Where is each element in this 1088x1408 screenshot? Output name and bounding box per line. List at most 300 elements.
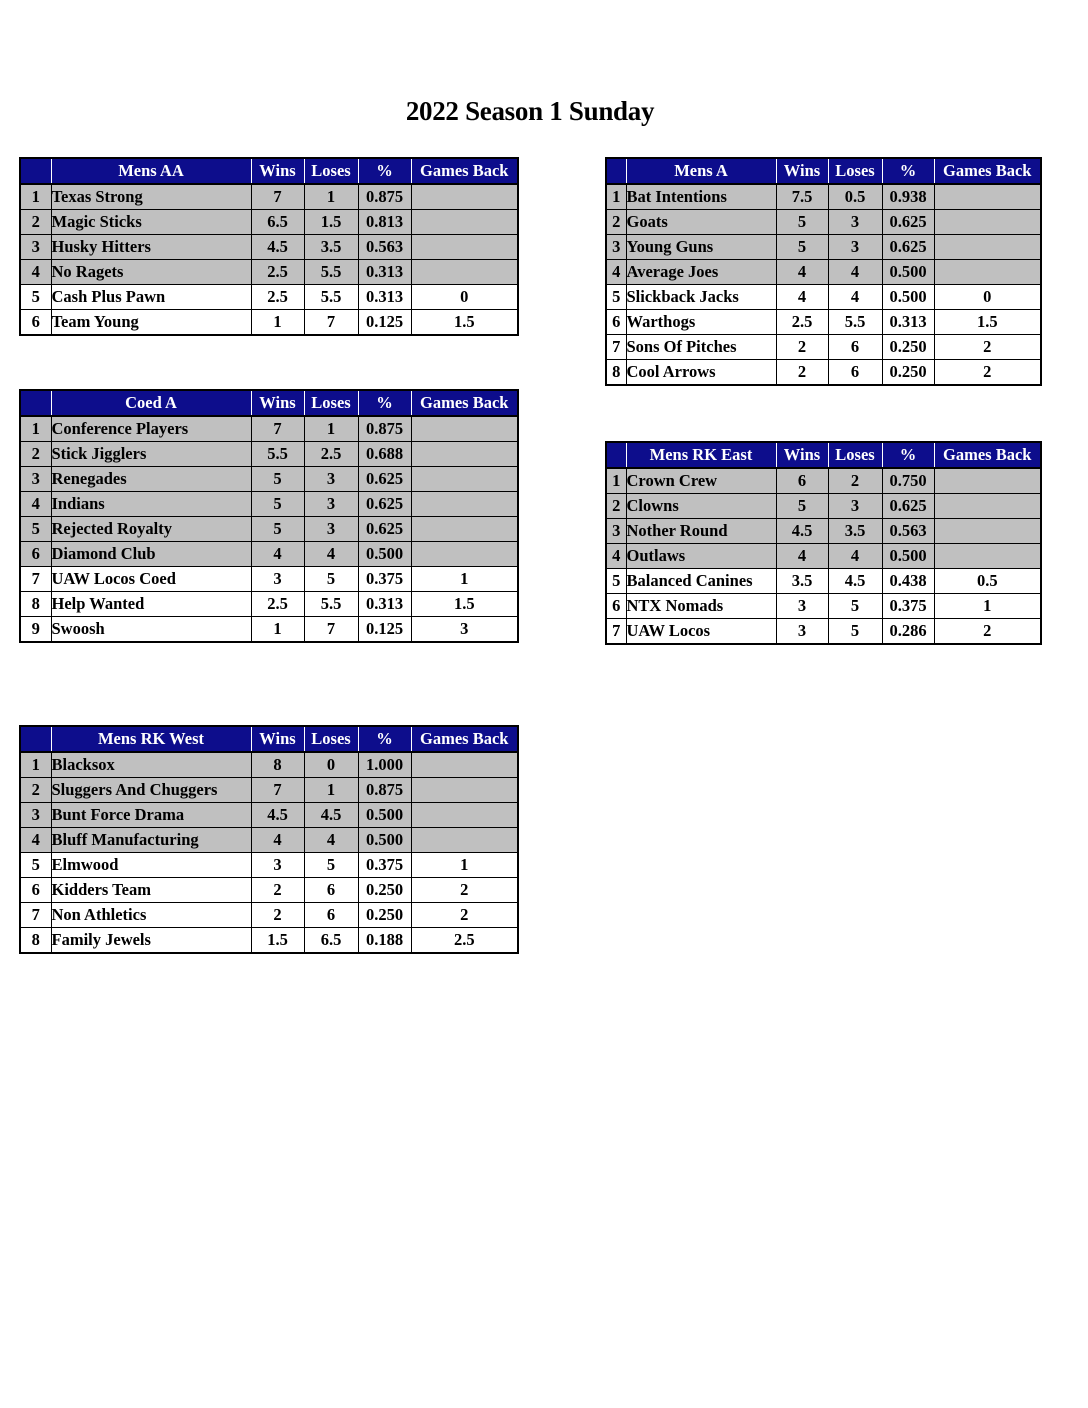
team-name-cell: Crown Crew [626, 468, 776, 494]
team-name-cell: Indians [51, 492, 251, 517]
loses-cell: 6 [828, 360, 882, 386]
rank-cell: 2 [20, 778, 51, 803]
loses-cell: 6 [304, 903, 358, 928]
table-row [606, 210, 1041, 235]
pct-header: % [358, 726, 411, 752]
pct-cell: 0.250 [358, 878, 411, 903]
team-name-cell: Help Wanted [51, 592, 251, 617]
wins-cell: 2.5 [251, 260, 304, 285]
header-row [606, 158, 1041, 184]
pct-cell: 1.000 [358, 752, 411, 778]
rank-cell: 3 [20, 467, 51, 492]
pct-cell: 0.125 [358, 310, 411, 336]
wins-cell: 1 [251, 310, 304, 336]
pct-cell: 0.375 [358, 567, 411, 592]
loses-cell: 1 [304, 184, 358, 210]
table-row [20, 567, 518, 592]
pct-cell: 0.500 [358, 803, 411, 828]
games-back-cell: 1 [411, 853, 518, 878]
loses-cell: 5.5 [304, 260, 358, 285]
wins-cell: 5 [251, 467, 304, 492]
pct-cell: 0.688 [358, 442, 411, 467]
loses-cell: 5 [828, 594, 882, 619]
team-name-cell: Stick Jigglers [51, 442, 251, 467]
table-row [20, 260, 518, 285]
games-back-cell [934, 235, 1041, 260]
team-name-cell: Bluff Manufacturing [51, 828, 251, 853]
rank-cell: 4 [20, 492, 51, 517]
rank-cell: 9 [20, 617, 51, 643]
team-name-cell: Husky Hitters [51, 235, 251, 260]
rank-cell: 2 [20, 210, 51, 235]
wins-cell: 8 [251, 752, 304, 778]
team-name-cell: Rejected Royalty [51, 517, 251, 542]
rank-cell: 3 [606, 519, 626, 544]
wins-cell: 7 [251, 416, 304, 442]
wins-cell: 4 [251, 542, 304, 567]
games-back-cell [934, 260, 1041, 285]
loses-header: Loses [304, 726, 358, 752]
loses-cell: 4 [304, 542, 358, 567]
pct-cell: 0.125 [358, 617, 411, 643]
wins-cell: 3 [776, 594, 828, 619]
loses-cell: 3 [304, 492, 358, 517]
division-name: Coed A [51, 390, 251, 416]
wins-cell: 2 [251, 878, 304, 903]
team-name-cell: Cash Plus Pawn [51, 285, 251, 310]
table-row [20, 903, 518, 928]
table-row [20, 828, 518, 853]
standings-table-mens-rk-east [605, 441, 1042, 645]
rank-cell: 5 [20, 517, 51, 542]
wins-cell: 4 [251, 828, 304, 853]
team-name-cell: Sons Of Pitches [626, 335, 776, 360]
team-name-cell: Slickback Jacks [626, 285, 776, 310]
pct-cell: 0.625 [882, 210, 934, 235]
team-name-cell: Sluggers And Chuggers [51, 778, 251, 803]
table-row [20, 184, 518, 210]
team-name-cell: Goats [626, 210, 776, 235]
games-back-cell [411, 235, 518, 260]
games-back-cell [411, 416, 518, 442]
wins-header: Wins [251, 390, 304, 416]
loses-cell: 4 [828, 285, 882, 310]
pct-cell: 0.625 [358, 467, 411, 492]
pct-cell: 0.625 [358, 492, 411, 517]
games-back-cell: 1.5 [411, 310, 518, 336]
wins-cell: 3.5 [776, 569, 828, 594]
pct-cell: 0.625 [882, 494, 934, 519]
standings-table-mens-a [605, 157, 1042, 386]
games-back-cell [934, 210, 1041, 235]
wins-cell: 5 [776, 235, 828, 260]
rank-header [20, 158, 51, 184]
wins-cell: 5 [251, 517, 304, 542]
wins-cell: 5 [776, 494, 828, 519]
games-back-header: Games Back [411, 158, 518, 184]
games-back-cell: 2 [934, 619, 1041, 645]
rank-cell: 2 [606, 494, 626, 519]
pct-header: % [358, 158, 411, 184]
table-row [20, 928, 518, 954]
wins-cell: 4.5 [776, 519, 828, 544]
rank-cell: 4 [606, 260, 626, 285]
team-name-cell: Magic Sticks [51, 210, 251, 235]
page-title: 2022 Season 1 Sunday [405, 96, 655, 126]
rank-cell: 3 [606, 235, 626, 260]
games-back-cell: 0 [934, 285, 1041, 310]
table-row [606, 285, 1041, 310]
team-name-cell: Blacksox [51, 752, 251, 778]
wins-header: Wins [776, 158, 828, 184]
wins-cell: 1.5 [251, 928, 304, 954]
games-back-cell: 1.5 [934, 310, 1041, 335]
wins-cell: 4.5 [251, 803, 304, 828]
loses-cell: 5 [828, 619, 882, 645]
table-row [20, 542, 518, 567]
pct-cell: 0.313 [358, 285, 411, 310]
header-row [20, 726, 518, 752]
loses-cell: 7 [304, 310, 358, 336]
pct-cell: 0.875 [358, 184, 411, 210]
team-name-cell: Balanced Canines [626, 569, 776, 594]
games-back-cell [411, 778, 518, 803]
rank-cell: 2 [20, 442, 51, 467]
pct-cell: 0.375 [882, 594, 934, 619]
loses-header: Loses [828, 442, 882, 468]
rank-cell: 6 [606, 310, 626, 335]
pct-header: % [358, 390, 411, 416]
games-back-cell [411, 210, 518, 235]
loses-cell: 3.5 [828, 519, 882, 544]
loses-cell: 6 [304, 878, 358, 903]
rank-cell: 3 [20, 235, 51, 260]
games-back-cell [411, 467, 518, 492]
table-row [606, 235, 1041, 260]
loses-header: Loses [304, 158, 358, 184]
table-row [606, 360, 1041, 386]
rank-cell: 4 [20, 828, 51, 853]
team-name-cell: Renegades [51, 467, 251, 492]
loses-cell: 1 [304, 778, 358, 803]
rank-cell: 6 [20, 310, 51, 336]
games-back-cell [934, 468, 1041, 494]
rank-cell: 7 [20, 567, 51, 592]
table-row [20, 416, 518, 442]
games-back-cell [411, 803, 518, 828]
loses-cell: 6 [828, 335, 882, 360]
team-name-cell: Kidders Team [51, 878, 251, 903]
rank-cell: 6 [20, 878, 51, 903]
division-name: Mens RK West [51, 726, 251, 752]
division-name: Mens A [626, 158, 776, 184]
pct-cell: 0.563 [882, 519, 934, 544]
games-back-cell [411, 828, 518, 853]
games-back-cell: 3 [411, 617, 518, 643]
wins-cell: 5.5 [251, 442, 304, 467]
table-row [20, 235, 518, 260]
loses-cell: 3 [304, 517, 358, 542]
team-name-cell: Outlaws [626, 544, 776, 569]
table-row [606, 569, 1041, 594]
team-name-cell: Swoosh [51, 617, 251, 643]
pct-cell: 0.750 [882, 468, 934, 494]
pct-cell: 0.875 [358, 778, 411, 803]
table-row [20, 517, 518, 542]
pct-cell: 0.813 [358, 210, 411, 235]
games-back-header: Games Back [411, 390, 518, 416]
games-back-header: Games Back [411, 726, 518, 752]
loses-cell: 2.5 [304, 442, 358, 467]
pct-cell: 0.500 [358, 542, 411, 567]
loses-cell: 4.5 [828, 569, 882, 594]
team-name-cell: Conference Players [51, 416, 251, 442]
header-row [20, 390, 518, 416]
loses-cell: 5.5 [304, 285, 358, 310]
pct-cell: 0.500 [882, 544, 934, 569]
rank-cell: 1 [20, 752, 51, 778]
wins-cell: 3 [251, 853, 304, 878]
wins-cell: 2.5 [251, 592, 304, 617]
division-name: Mens RK East [626, 442, 776, 468]
rank-cell: 1 [20, 416, 51, 442]
loses-cell: 5 [304, 853, 358, 878]
games-back-cell [411, 517, 518, 542]
loses-cell: 4 [304, 828, 358, 853]
wins-header: Wins [776, 442, 828, 468]
team-name-cell: Family Jewels [51, 928, 251, 954]
games-back-cell [411, 442, 518, 467]
rank-cell: 5 [606, 285, 626, 310]
games-back-cell: 0.5 [934, 569, 1041, 594]
games-back-cell: 1.5 [411, 592, 518, 617]
pct-cell: 0.875 [358, 416, 411, 442]
loses-header: Loses [828, 158, 882, 184]
rank-cell: 1 [606, 468, 626, 494]
wins-cell: 4 [776, 260, 828, 285]
rank-cell: 8 [606, 360, 626, 386]
pct-header: % [882, 442, 934, 468]
rank-cell: 4 [606, 544, 626, 569]
games-back-cell: 2 [934, 335, 1041, 360]
loses-header: Loses [304, 390, 358, 416]
rank-cell: 6 [606, 594, 626, 619]
pct-cell: 0.563 [358, 235, 411, 260]
wins-cell: 7.5 [776, 184, 828, 210]
table-row [20, 778, 518, 803]
loses-cell: 1 [304, 416, 358, 442]
team-name-cell: UAW Locos Coed [51, 567, 251, 592]
table-row [606, 184, 1041, 210]
games-back-cell: 0 [411, 285, 518, 310]
team-name-cell: Bat Intentions [626, 184, 776, 210]
wins-cell: 4 [776, 285, 828, 310]
table-row [20, 617, 518, 643]
rank-header [606, 158, 626, 184]
pct-cell: 0.313 [358, 260, 411, 285]
rank-cell: 8 [20, 592, 51, 617]
wins-cell: 5 [251, 492, 304, 517]
rank-cell: 4 [20, 260, 51, 285]
games-back-cell: 2 [934, 360, 1041, 386]
rank-cell: 5 [20, 853, 51, 878]
loses-cell: 5.5 [828, 310, 882, 335]
division-name: Mens AA [51, 158, 251, 184]
games-back-cell [411, 492, 518, 517]
wins-cell: 2 [776, 335, 828, 360]
header-row [606, 442, 1041, 468]
table-row [20, 285, 518, 310]
games-back-cell: 1 [934, 594, 1041, 619]
standings-table-mens-rk-west [19, 725, 519, 954]
team-name-cell: Average Joes [626, 260, 776, 285]
pct-cell: 0.500 [882, 285, 934, 310]
table-row [20, 803, 518, 828]
team-name-cell: Diamond Club [51, 542, 251, 567]
table-row [606, 335, 1041, 360]
wins-cell: 4.5 [251, 235, 304, 260]
rank-cell: 1 [606, 184, 626, 210]
table-row [606, 519, 1041, 544]
games-back-cell: 1 [411, 567, 518, 592]
loses-cell: 5.5 [304, 592, 358, 617]
pct-cell: 0.938 [882, 184, 934, 210]
games-back-header: Games Back [934, 442, 1041, 468]
wins-cell: 1 [251, 617, 304, 643]
wins-cell: 2 [251, 903, 304, 928]
rank-cell: 6 [20, 542, 51, 567]
pct-cell: 0.250 [358, 903, 411, 928]
pct-cell: 0.188 [358, 928, 411, 954]
wins-cell: 4 [776, 544, 828, 569]
loses-cell: 4 [828, 260, 882, 285]
rank-cell: 8 [20, 928, 51, 954]
loses-cell: 1.5 [304, 210, 358, 235]
games-back-cell: 2.5 [411, 928, 518, 954]
pct-cell: 0.250 [882, 335, 934, 360]
table-row [606, 594, 1041, 619]
table-row [20, 310, 518, 336]
table-row [606, 619, 1041, 645]
wins-cell: 7 [251, 778, 304, 803]
table-row [20, 878, 518, 903]
pct-cell: 0.625 [358, 517, 411, 542]
pct-cell: 0.625 [882, 235, 934, 260]
rank-cell: 7 [606, 619, 626, 645]
team-name-cell: NTX Nomads [626, 594, 776, 619]
header-row [20, 158, 518, 184]
team-name-cell: Bunt Force Drama [51, 803, 251, 828]
table-row [20, 210, 518, 235]
pct-cell: 0.313 [358, 592, 411, 617]
pct-cell: 0.500 [882, 260, 934, 285]
rank-cell: 5 [20, 285, 51, 310]
loses-cell: 4 [828, 544, 882, 569]
games-back-cell [411, 752, 518, 778]
loses-cell: 6.5 [304, 928, 358, 954]
rank-cell: 7 [20, 903, 51, 928]
wins-cell: 2.5 [776, 310, 828, 335]
team-name-cell: Warthogs [626, 310, 776, 335]
table-row [20, 442, 518, 467]
wins-header: Wins [251, 726, 304, 752]
wins-cell: 2.5 [251, 285, 304, 310]
pct-cell: 0.313 [882, 310, 934, 335]
games-back-cell: 2 [411, 878, 518, 903]
standings-table-mens-aa [19, 157, 519, 336]
games-back-cell [934, 184, 1041, 210]
loses-cell: 7 [304, 617, 358, 643]
wins-cell: 6 [776, 468, 828, 494]
table-row [606, 494, 1041, 519]
wins-cell: 2 [776, 360, 828, 386]
pct-cell: 0.375 [358, 853, 411, 878]
loses-cell: 3 [304, 467, 358, 492]
games-back-cell [411, 542, 518, 567]
table-row [20, 592, 518, 617]
wins-cell: 3 [251, 567, 304, 592]
games-back-cell [934, 519, 1041, 544]
pct-cell: 0.500 [358, 828, 411, 853]
pct-cell: 0.250 [882, 360, 934, 386]
pct-header: % [882, 158, 934, 184]
games-back-cell [934, 494, 1041, 519]
rank-cell: 7 [606, 335, 626, 360]
rank-cell: 2 [606, 210, 626, 235]
wins-cell: 7 [251, 184, 304, 210]
rank-cell: 1 [20, 184, 51, 210]
games-back-cell [411, 184, 518, 210]
table-row [606, 544, 1041, 569]
loses-cell: 3 [828, 235, 882, 260]
team-name-cell: UAW Locos [626, 619, 776, 645]
table-row [606, 310, 1041, 335]
rank-header [20, 726, 51, 752]
team-name-cell: Clowns [626, 494, 776, 519]
team-name-cell: Nother Round [626, 519, 776, 544]
team-name-cell: Team Young [51, 310, 251, 336]
team-name-cell: No Ragets [51, 260, 251, 285]
games-back-cell: 2 [411, 903, 518, 928]
loses-cell: 0 [304, 752, 358, 778]
table-row [606, 468, 1041, 494]
table-row [606, 260, 1041, 285]
table-row [20, 853, 518, 878]
wins-cell: 6.5 [251, 210, 304, 235]
wins-cell: 3 [776, 619, 828, 645]
rank-header [20, 390, 51, 416]
loses-cell: 3 [828, 494, 882, 519]
rank-header [606, 442, 626, 468]
loses-cell: 5 [304, 567, 358, 592]
loses-cell: 4.5 [304, 803, 358, 828]
pct-cell: 0.438 [882, 569, 934, 594]
pct-cell: 0.286 [882, 619, 934, 645]
loses-cell: 2 [828, 468, 882, 494]
standings-table-coed-a [19, 389, 519, 643]
team-name-cell: Elmwood [51, 853, 251, 878]
team-name-cell: Non Athletics [51, 903, 251, 928]
loses-cell: 3 [828, 210, 882, 235]
loses-cell: 0.5 [828, 184, 882, 210]
wins-cell: 5 [776, 210, 828, 235]
table-row [20, 467, 518, 492]
table-row [20, 492, 518, 517]
wins-header: Wins [251, 158, 304, 184]
team-name-cell: Texas Strong [51, 184, 251, 210]
games-back-header: Games Back [934, 158, 1041, 184]
team-name-cell: Young Guns [626, 235, 776, 260]
